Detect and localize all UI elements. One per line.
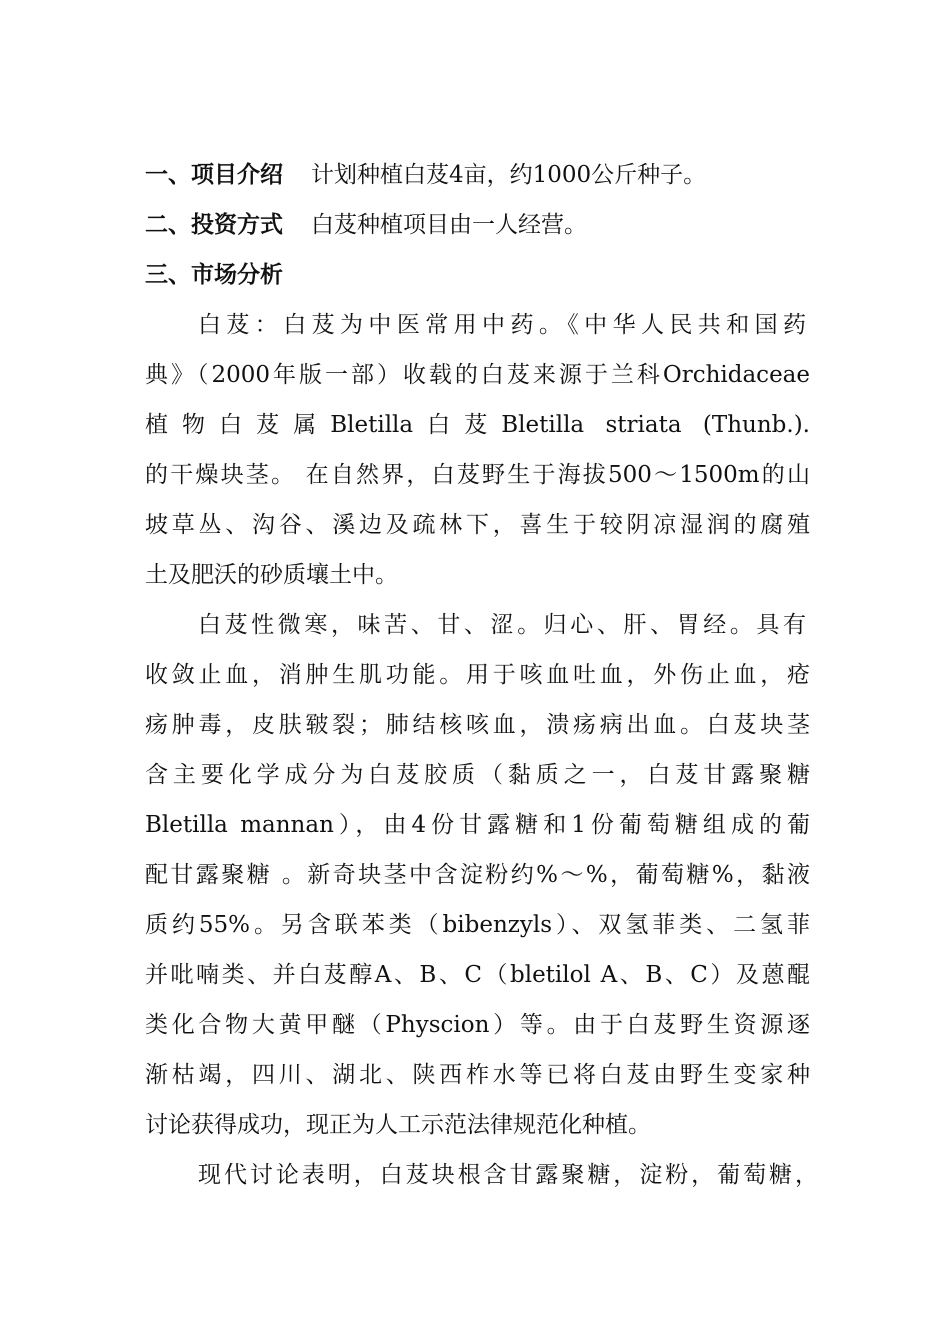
body-line: 现代讨论表明，白芨块根含甘露聚糖，淀粉，葡萄糖， (198, 1162, 818, 1188)
body-line: 坡草丛、沟谷、溪边及疏林下，喜生于较阴凉湿润的腐殖 (145, 512, 810, 538)
body-line: 的干燥块茎。 在自然界，白芨野生于海拔500～1500m的山 (145, 462, 810, 488)
body-line: 土及肥沃的砂质壤土中。 (145, 562, 398, 588)
body-line: 质约55%。另含联苯类（bibenzyls）、双氢菲类、二氢菲 (145, 912, 810, 938)
body-line: 白芨：白芨为中医常用中药。《中华人民共和国药 (198, 312, 806, 338)
body-line: 配甘露聚糖 。新奇块茎中含淀粉约%～%，葡萄糖%，黏液 (145, 862, 810, 888)
section-1-text: 计划种植白芨4亩，约1000公斤种子。 (311, 162, 707, 188)
section-1 (145, 155, 810, 195)
section-2 (145, 205, 810, 245)
body-line: 收敛止血，消肿生肌功能。用于咳血吐血，外伤止血，疮 (145, 662, 810, 688)
section-2-heading: 二、投资方式 (145, 212, 283, 238)
body-line: 并吡喃类、并白芨醇A、B、C（bletilol A、B、C）及蒽醌 (145, 962, 810, 988)
body-line: 含主要化学成分为白芨胶质（黏质之一，白芨甘露聚糖 (145, 762, 810, 788)
body-line: 白芨性微寒，味苦、甘、涩。归心、肝、胃经。具有 (198, 612, 806, 638)
section-2-text: 白芨种植项目由一人经营。 (311, 212, 587, 238)
body-line: Bletilla mannan），由4份甘露糖和1份葡萄糖组成的葡 (145, 812, 810, 838)
body-line: 疡肿毒，皮肤皲裂；肺结核咳血，溃疡病出血。白芨块茎 (145, 712, 810, 738)
section-3-heading: 三、市场分析 (145, 262, 283, 288)
section-3 (145, 255, 810, 295)
body-line: 植物白芨属Bletilla白芨Bletilla striata (Thunb.). (145, 412, 810, 438)
body-line: 典》（2000年版一部）收载的白芨来源于兰科Orchidaceae (145, 362, 810, 388)
section-1-heading: 一、项目介绍 (145, 162, 283, 188)
body-line: 渐枯竭，四川、湖北、陕西柞水等已将白芨由野生变家种 (145, 1062, 810, 1088)
body-line: 讨论获得成功，现正为人工示范法律规范化种植。 (145, 1112, 651, 1138)
body-line: 类化合物大黄甲醚（Physcion）等。由于白芨野生资源逐 (145, 1012, 810, 1038)
